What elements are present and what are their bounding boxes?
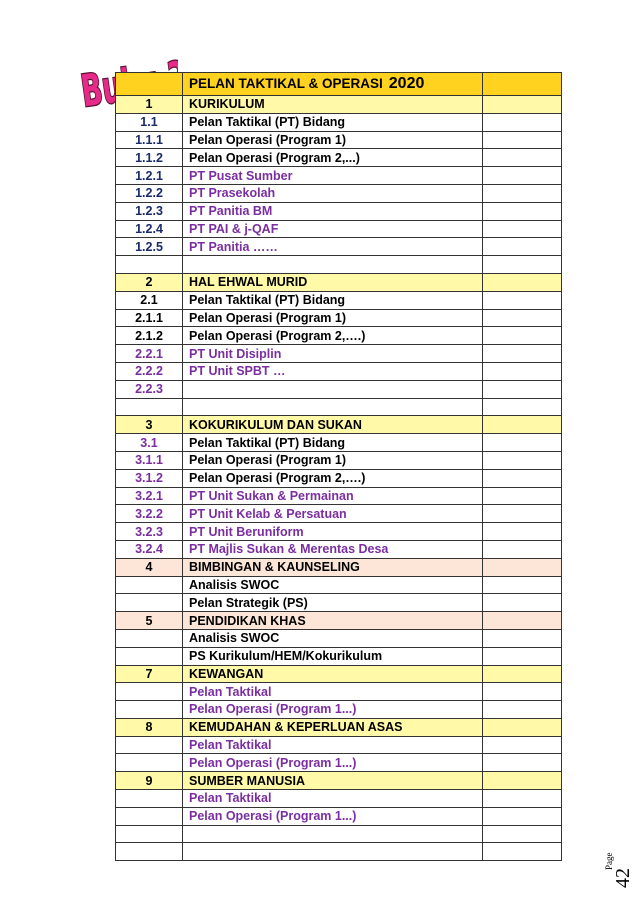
row-extra [483, 736, 562, 754]
row-extra [483, 416, 562, 434]
row-text: Pelan Strategik (PS) [183, 594, 483, 612]
table-row [116, 345, 562, 363]
row-extra [483, 683, 562, 701]
row-code: 2.2.2 [116, 362, 183, 380]
row-text: PT PAI & j-QAF [183, 220, 483, 238]
row-text [183, 380, 483, 398]
row-code: 3 [116, 416, 183, 434]
header-title: PELAN TAKTIKAL & OPERASI [189, 76, 383, 91]
row-code: 2.1 [116, 291, 183, 309]
row-extra [483, 96, 562, 114]
table-row [116, 701, 562, 719]
row-code [116, 256, 183, 274]
header-code-cell [116, 73, 183, 96]
row-extra [483, 772, 562, 790]
row-code: 7 [116, 665, 183, 683]
section-row [116, 612, 562, 630]
row-text: Pelan Operasi (Program 1...) [183, 754, 483, 772]
row-text: PT Panitia BM [183, 202, 483, 220]
row-text: BIMBINGAN & KAUNSELING [183, 558, 483, 576]
row-extra [483, 345, 562, 363]
header-title-cell [183, 73, 483, 96]
row-extra [483, 487, 562, 505]
row-code [116, 398, 183, 416]
row-text [183, 825, 483, 843]
row-extra [483, 701, 562, 719]
row-code: 1.2.3 [116, 202, 183, 220]
row-code: 3.1 [116, 434, 183, 452]
row-extra [483, 327, 562, 345]
row-extra [483, 451, 562, 469]
page-label: Page [604, 852, 614, 870]
row-code [116, 594, 183, 612]
page-number [604, 830, 638, 890]
table-row [116, 167, 562, 185]
row-extra [483, 220, 562, 238]
row-extra [483, 754, 562, 772]
row-extra [483, 131, 562, 149]
table-row [116, 683, 562, 701]
row-code [116, 629, 183, 647]
table-row [116, 469, 562, 487]
row-code [116, 790, 183, 808]
table-row [116, 487, 562, 505]
row-extra [483, 629, 562, 647]
table-row [116, 380, 562, 398]
row-text: Pelan Taktikal (PT) Bidang [183, 113, 483, 131]
row-extra [483, 825, 562, 843]
table-row [116, 505, 562, 523]
row-extra [483, 273, 562, 291]
row-extra [483, 540, 562, 558]
row-code [116, 807, 183, 825]
row-text: PT Pusat Sumber [183, 167, 483, 185]
section-row [116, 416, 562, 434]
page-number-value: 42 [612, 868, 634, 888]
table-row [116, 523, 562, 541]
row-extra [483, 167, 562, 185]
row-text: Analisis SWOC [183, 576, 483, 594]
row-text: Pelan Operasi (Program 1) [183, 131, 483, 149]
table-row [116, 184, 562, 202]
table-row [116, 309, 562, 327]
row-text: PT Majlis Sukan & Merentas Desa [183, 540, 483, 558]
row-code: 3.2.1 [116, 487, 183, 505]
section-row [116, 96, 562, 114]
table-row [116, 131, 562, 149]
table-row [116, 754, 562, 772]
table-row [116, 220, 562, 238]
table-row [116, 540, 562, 558]
row-extra [483, 469, 562, 487]
section-row [116, 273, 562, 291]
row-code [116, 825, 183, 843]
row-extra [483, 202, 562, 220]
row-extra [483, 291, 562, 309]
row-extra [483, 309, 562, 327]
row-extra [483, 718, 562, 736]
row-extra [483, 113, 562, 131]
row-extra [483, 505, 562, 523]
row-text: Pelan Operasi (Program 2,….) [183, 327, 483, 345]
row-code: 3.2.2 [116, 505, 183, 523]
row-text: Pelan Taktikal [183, 683, 483, 701]
row-text: SUMBER MANUSIA [183, 772, 483, 790]
row-text: Pelan Operasi (Program 1...) [183, 701, 483, 719]
section-row [116, 558, 562, 576]
section-row [116, 665, 562, 683]
table-row [116, 149, 562, 167]
row-text: Pelan Operasi (Program 2,...) [183, 149, 483, 167]
section-row [116, 772, 562, 790]
row-text: PT Unit Kelab & Persatuan [183, 505, 483, 523]
row-code [116, 736, 183, 754]
row-code: 3.1.2 [116, 469, 183, 487]
row-text: Pelan Taktikal (PT) Bidang [183, 291, 483, 309]
row-text: PT Prasekolah [183, 184, 483, 202]
row-code: 1 [116, 96, 183, 114]
row-text: HAL EHWAL MURID [183, 273, 483, 291]
row-text [183, 398, 483, 416]
plan-table [115, 72, 562, 861]
row-code: 8 [116, 718, 183, 736]
row-text: Pelan Operasi (Program 2,….) [183, 469, 483, 487]
row-extra [483, 594, 562, 612]
row-code [116, 754, 183, 772]
row-text: KEMUDAHAN & KEPERLUAN ASAS [183, 718, 483, 736]
table-row [116, 736, 562, 754]
row-code: 3.2.3 [116, 523, 183, 541]
table-row [116, 327, 562, 345]
row-code: 2.1.1 [116, 309, 183, 327]
table-row [116, 398, 562, 416]
table-row [116, 825, 562, 843]
row-extra [483, 665, 562, 683]
table-row [116, 451, 562, 469]
row-code [116, 683, 183, 701]
row-extra [483, 380, 562, 398]
row-code: 4 [116, 558, 183, 576]
row-text: PT Unit Sukan & Permainan [183, 487, 483, 505]
row-code [116, 701, 183, 719]
row-text: Pelan Taktikal (PT) Bidang [183, 434, 483, 452]
row-extra [483, 790, 562, 808]
table-row [116, 594, 562, 612]
row-extra [483, 558, 562, 576]
row-extra [483, 523, 562, 541]
table-row [116, 843, 562, 861]
row-text: Pelan Taktikal [183, 736, 483, 754]
table-row [116, 629, 562, 647]
row-text: Pelan Operasi (Program 1) [183, 309, 483, 327]
row-code: 1.1 [116, 113, 183, 131]
buku-3-logo-text: Buku 3 [78, 51, 178, 112]
table-row [116, 647, 562, 665]
row-text: PENDIDIKAN KHAS [183, 612, 483, 630]
row-code [116, 576, 183, 594]
row-code: 9 [116, 772, 183, 790]
row-code: 1.2.1 [116, 167, 183, 185]
row-extra [483, 576, 562, 594]
table-row [116, 576, 562, 594]
row-text: Analisis SWOC [183, 629, 483, 647]
row-extra [483, 612, 562, 630]
row-extra [483, 362, 562, 380]
row-text: PT Unit Disiplin [183, 345, 483, 363]
row-code: 2.1.2 [116, 327, 183, 345]
table-row [116, 202, 562, 220]
row-extra [483, 434, 562, 452]
table-row [116, 291, 562, 309]
row-extra [483, 238, 562, 256]
table-header-row [116, 73, 562, 96]
table-row [116, 256, 562, 274]
header-extra-cell [483, 73, 562, 96]
table-row [116, 238, 562, 256]
row-text: PT Unit SPBT … [183, 362, 483, 380]
row-extra [483, 184, 562, 202]
row-code: 3.2.4 [116, 540, 183, 558]
row-text: Pelan Operasi (Program 1...) [183, 807, 483, 825]
section-row [116, 718, 562, 736]
row-extra [483, 149, 562, 167]
header-year: 2020 [388, 75, 425, 92]
row-code: 1.2.5 [116, 238, 183, 256]
row-code: 2 [116, 273, 183, 291]
row-extra [483, 256, 562, 274]
row-text: Pelan Taktikal [183, 790, 483, 808]
row-text [183, 256, 483, 274]
row-text: Pelan Operasi (Program 1) [183, 451, 483, 469]
row-code: 2.2.3 [116, 380, 183, 398]
row-code: 1.1.2 [116, 149, 183, 167]
row-extra [483, 807, 562, 825]
row-text: KEWANGAN [183, 665, 483, 683]
row-code: 1.1.1 [116, 131, 183, 149]
row-code [116, 647, 183, 665]
row-code: 5 [116, 612, 183, 630]
row-text: KOKURIKULUM DAN SUKAN [183, 416, 483, 434]
row-code: 3.1.1 [116, 451, 183, 469]
row-text: PS Kurikulum/HEM/Kokurikulum [183, 647, 483, 665]
row-text: PT Panitia …… [183, 238, 483, 256]
table-row [116, 790, 562, 808]
row-extra [483, 843, 562, 861]
table-row [116, 807, 562, 825]
row-text: PT Unit Beruniform [183, 523, 483, 541]
row-code: 2.2.1 [116, 345, 183, 363]
row-text [183, 843, 483, 861]
table-row [116, 362, 562, 380]
row-extra [483, 398, 562, 416]
row-extra [483, 647, 562, 665]
table-row [116, 434, 562, 452]
row-code: 1.2.2 [116, 184, 183, 202]
row-code: 1.2.4 [116, 220, 183, 238]
row-code [116, 843, 183, 861]
row-text: KURIKULUM [183, 96, 483, 114]
table-row [116, 113, 562, 131]
